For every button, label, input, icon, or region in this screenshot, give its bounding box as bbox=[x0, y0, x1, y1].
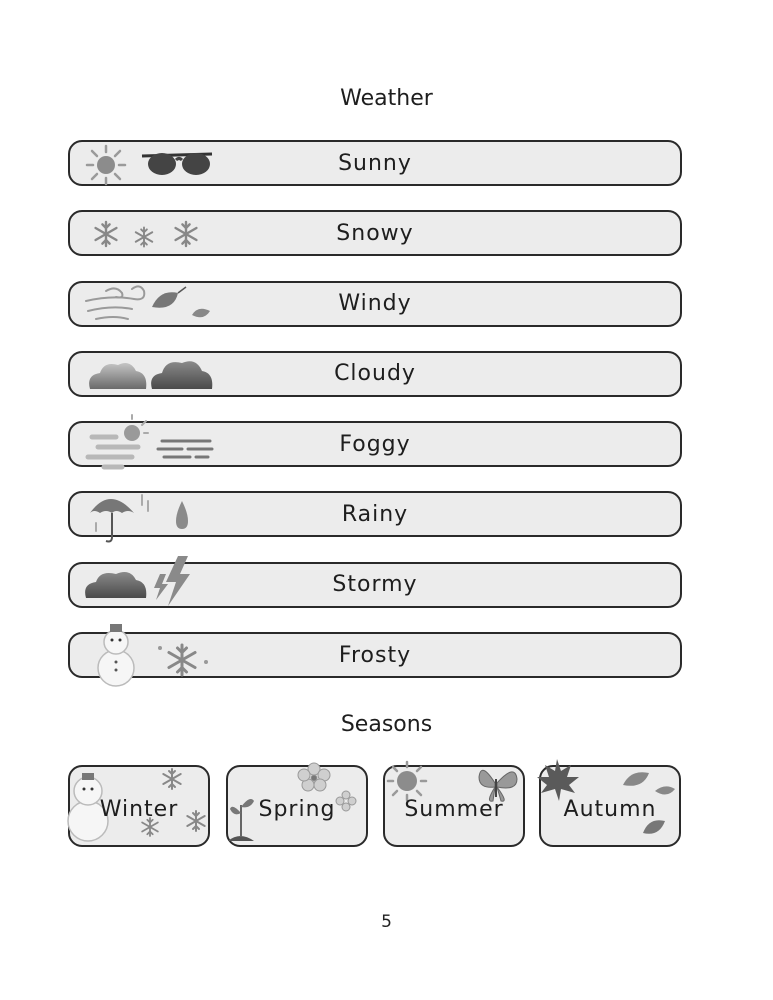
weather-row-sunny bbox=[68, 140, 682, 186]
weather-label: Windy bbox=[338, 291, 412, 317]
season-label: Autumn bbox=[563, 797, 657, 822]
weather-label: Frosty bbox=[338, 642, 412, 668]
weather-label: Rainy bbox=[341, 501, 409, 527]
season-label: Summer bbox=[404, 797, 504, 822]
season-card-autumn bbox=[539, 765, 681, 847]
season-label: Winter bbox=[99, 797, 179, 822]
weather-row-cloudy bbox=[68, 351, 682, 397]
weather-label: Stormy bbox=[332, 572, 418, 598]
weather-row-frosty bbox=[68, 632, 682, 678]
weather-label: Foggy bbox=[339, 431, 411, 457]
season-card-winter bbox=[68, 765, 210, 847]
season-label: Spring bbox=[258, 797, 336, 822]
weather-label: Sunny bbox=[338, 150, 412, 176]
weather-label: Cloudy bbox=[334, 361, 416, 387]
weather-row-windy bbox=[68, 281, 682, 327]
season-card-spring bbox=[226, 765, 368, 847]
page-title: Weather bbox=[340, 86, 433, 111]
weather-row-rainy bbox=[68, 491, 682, 537]
season-card-summer bbox=[383, 765, 525, 847]
weather-row-snowy bbox=[68, 210, 682, 256]
weather-row-stormy bbox=[68, 562, 682, 608]
weather-list bbox=[68, 140, 682, 702]
seasons-title: Seasons bbox=[340, 712, 433, 737]
page-number: 5 bbox=[381, 912, 392, 932]
weather-row-foggy bbox=[68, 421, 682, 467]
weather-label: Snowy bbox=[336, 220, 414, 246]
